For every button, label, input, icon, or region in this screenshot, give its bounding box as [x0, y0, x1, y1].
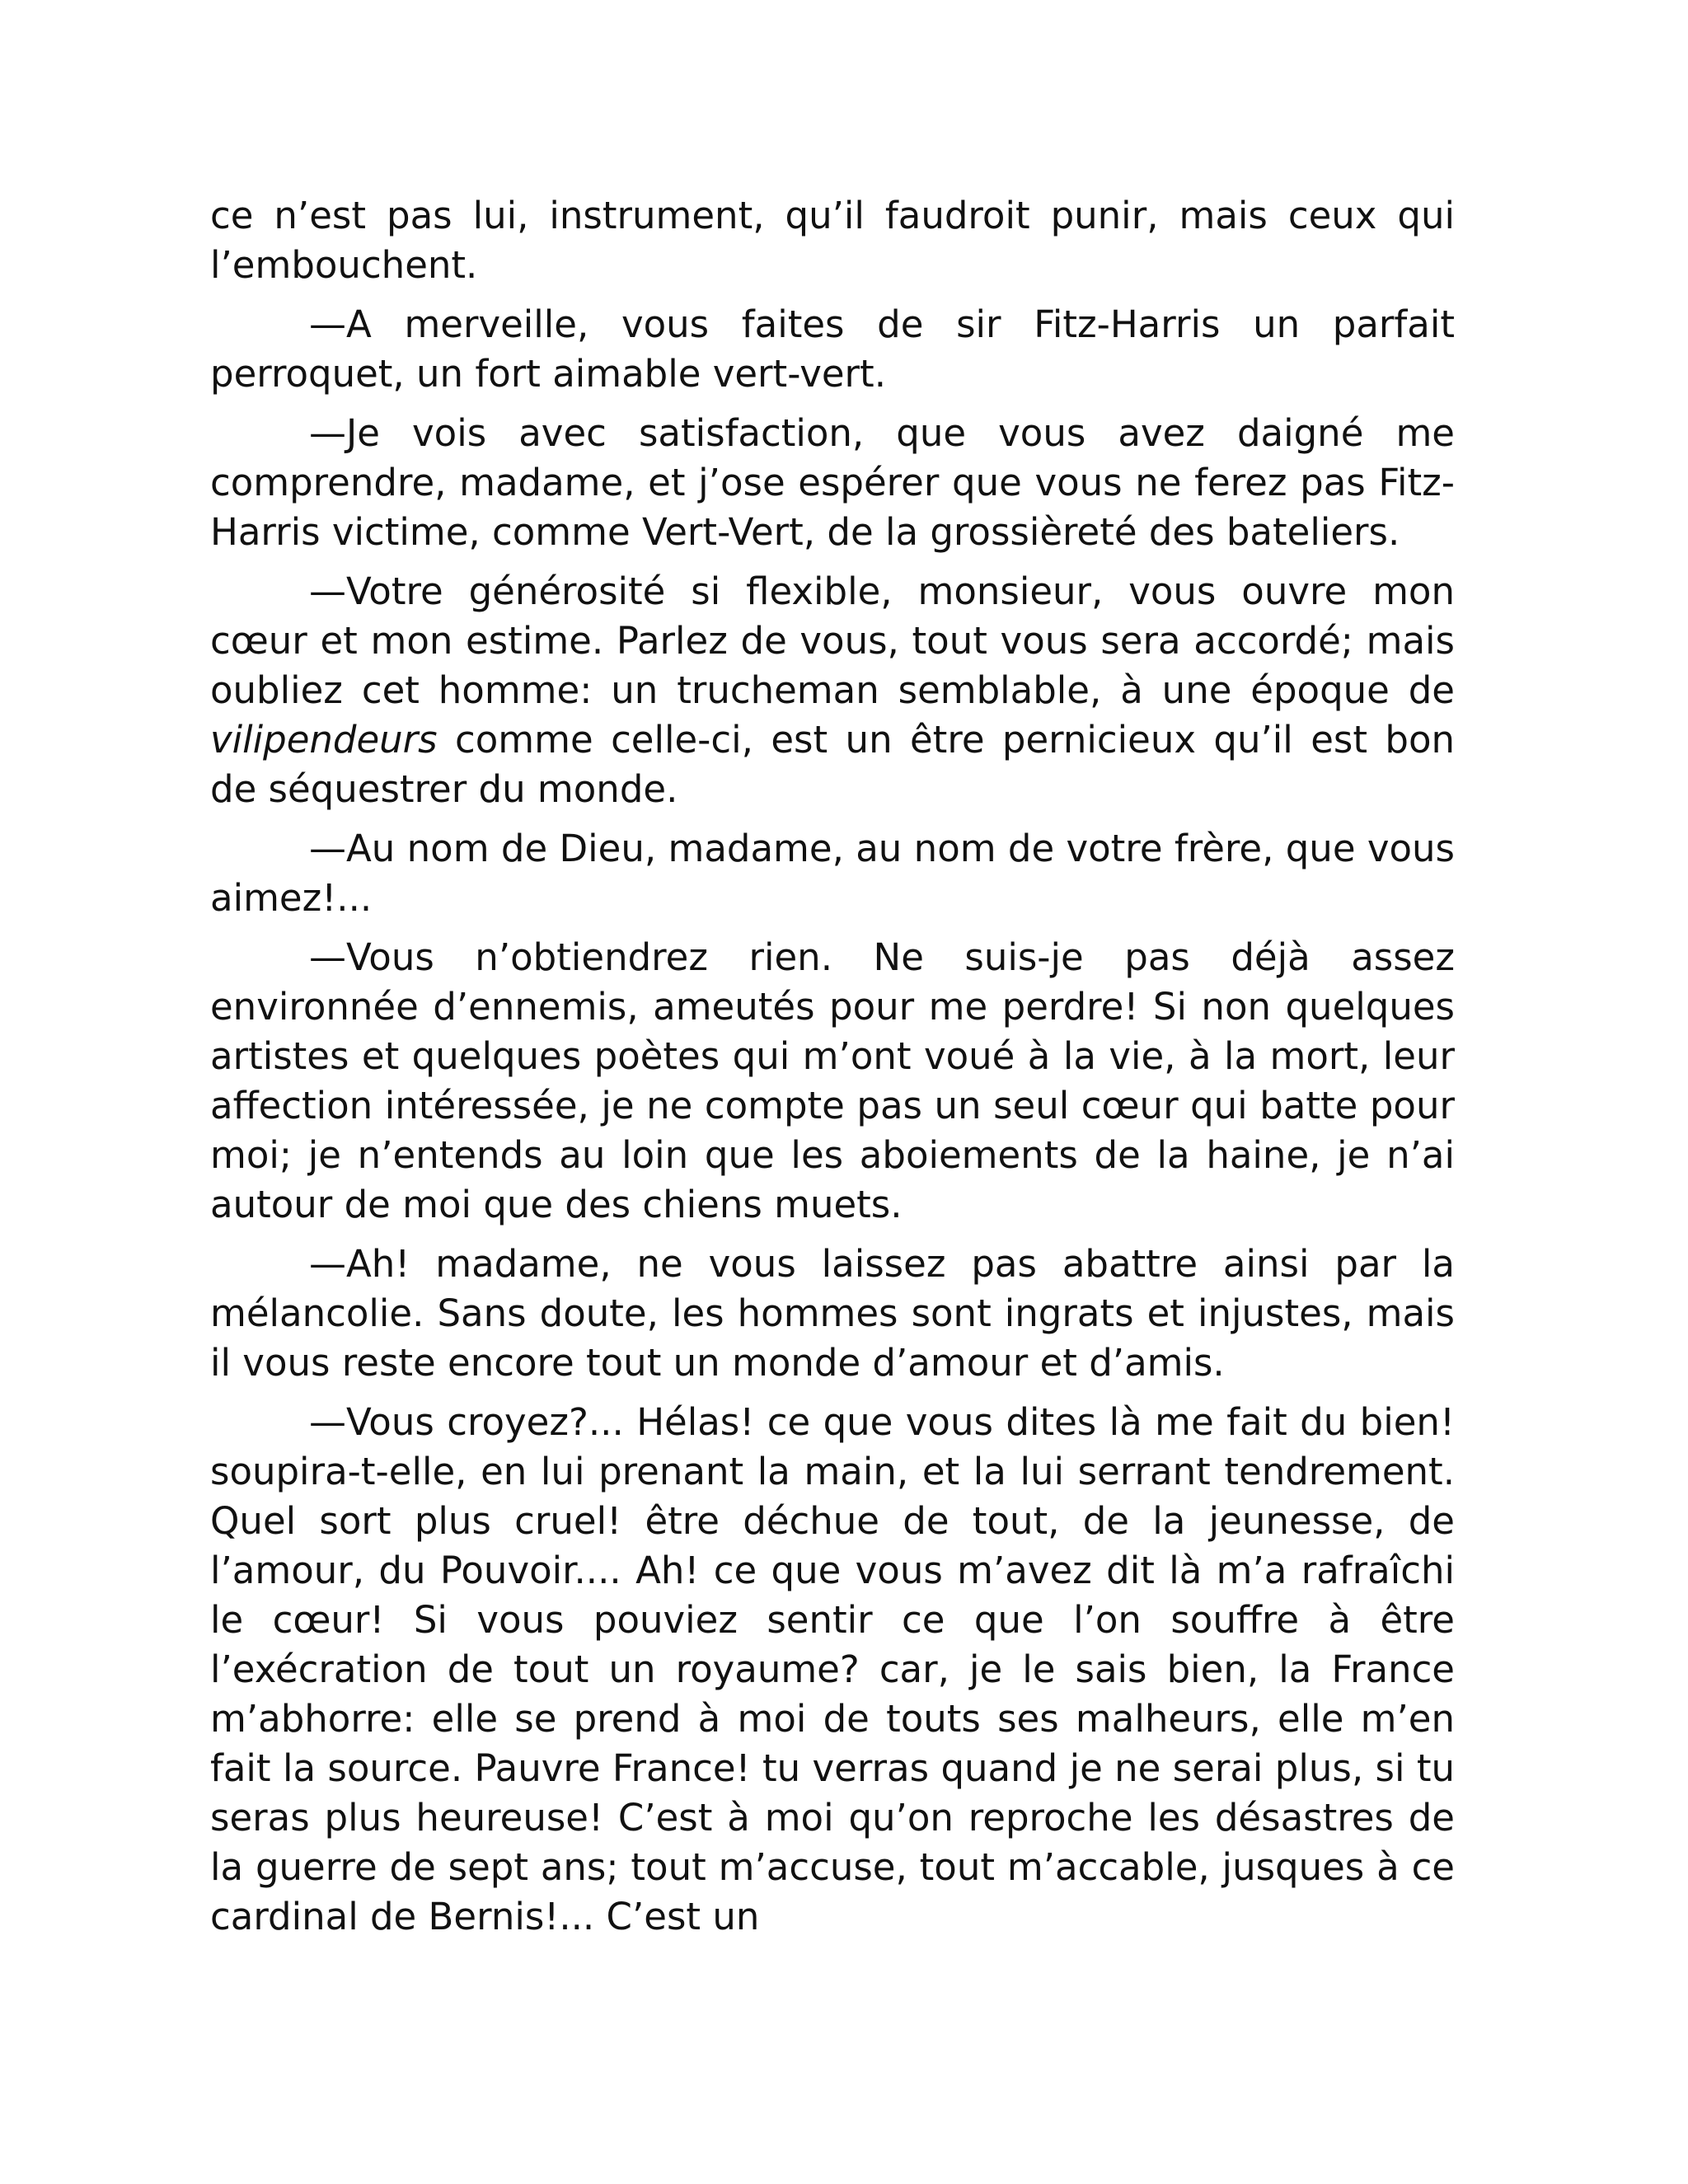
- paragraph-text: comme celle-ci, est un être pernicieux qu’il est bon de séquestrer du monde.: [210, 718, 1455, 811]
- paragraph-6: [210, 933, 1455, 1230]
- paragraph-8: [210, 1398, 1455, 1942]
- paragraph-4: [210, 567, 1455, 814]
- paragraph-text: —Vous croyez?... Hélas! ce que vous dites là me fait du bien! soupira-t-elle, en lui prenant la main, et la lui serrant tendrement. Quel sort plus cruel! être déchue de tout, de la jeunesse, de l’amour, du Pouvoir.... Ah! ce que vous m’avez dit là m’a rafraîchi le cœur! Si vous pouviez sentir ce que l’on souffre à être l’exécration de tout un royaume? car, je le sais bien, la France m’abhorre: elle se prend à moi de touts ses malheurs, elle m’en fait la source. Pauvre France! tu verras quand je ne serai plus, si tu seras plus heureuse! C’est à moi qu’on reproche les désastres de la guerre de sept ans; tout m’accuse, tout m’accable, jusques à ce cardinal de Bernis!... C’est un: [210, 1400, 1455, 1938]
- paragraph-text: —Votre générosité si flexible, monsieur, vous ouvre mon cœur et mon estime. Parlez de vous, tout vous sera accordé; mais oubliez cet homme: un trucheman semblable, à une époque de: [210, 569, 1455, 712]
- paragraph-text: —A merveille, vous faites de sir Fitz-Harris un parfait perroquet, un fort aimable vert-vert.: [210, 302, 1455, 396]
- page-body: [210, 191, 1455, 1952]
- paragraph-7: [210, 1240, 1455, 1388]
- paragraph-1: [210, 191, 1455, 290]
- paragraph-text: —Ah! madame, ne vous laissez pas abattre ainsi par la mélancolie. Sans doute, les hommes sont ingrats et injustes, mais il vous reste encore tout un monde d’amour et d’amis.: [210, 1242, 1455, 1385]
- paragraph-text: —Je vois avec satisfaction, que vous avez daigné me comprendre, madame, et j’ose espérer que vous ne ferez pas Fitz-Harris victime, comme Vert-Vert, de la grossièreté des bateliers.: [210, 411, 1455, 554]
- paragraph-3: [210, 409, 1455, 557]
- paragraph-text: —Au nom de Dieu, madame, au nom de votre frère, que vous aimez!...: [210, 827, 1455, 920]
- paragraph-text: —Vous n’obtiendrez rien. Ne suis-je pas déjà assez environnée d’ennemis, ameutés pour me perdre! Si non quelques artistes et quelques poètes qui m’ont voué à la vie, à la mort, leur affection intéressée, je ne compte pas un seul cœur qui batte pour moi; je n’entends au loin que les aboiements de la haine, je n’ai autour de moi que des chiens muets.: [210, 935, 1455, 1226]
- italic-word: vilipendeurs: [210, 718, 438, 762]
- paragraph-5: [210, 824, 1455, 923]
- paragraph-2: [210, 300, 1455, 399]
- paragraph-text: ce n’est pas lui, instrument, qu’il faudroit punir, mais ceux qui l’embouchent.: [210, 194, 1455, 287]
